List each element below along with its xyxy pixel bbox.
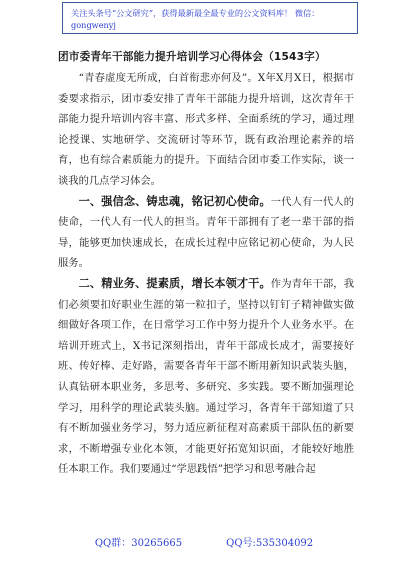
section-heading: 一、强信念、铸忠魂，铭记初心使命。	[78, 194, 271, 208]
paragraph-text: “青春虚度无所成，白首衔悲亦何及”。X年X月X日，根据市委要求指示，团市委安排了青年干部能力提升培训，这次青年干部能力提升培训内容丰富、形式多样、全面系统的学习，通过理论授课、实地研学、交流研讨等环节，既有政治理论素养的培育，也有综合素质能力的提升。下面结合团市委工作实际，谈一谈我的几点学习体会。	[58, 72, 354, 187]
paragraph-text: 一代人有一代人的使命，一代人有一代人的担当。青年干部拥有了老一辈干部的指导，能够更加快速成长，在成长过程中应铭记初心使命，为人民服务。	[58, 195, 354, 270]
footer-qq-number: QQ号:535304092	[226, 538, 314, 549]
paragraph-section-2	[58, 274, 354, 480]
section-heading: 二、精业务、提素质，增长本领才干。	[78, 276, 271, 290]
header-banner	[62, 2, 358, 34]
footer-qq-group: QQ群：30265665	[94, 538, 183, 549]
document-body	[58, 68, 354, 480]
paragraph-intro	[58, 68, 354, 192]
paragraph-section-1	[58, 192, 354, 274]
banner-text: 关注头条号“公文研究”，获得最新最全最专业的公文资料库！ 微信：gongwenyj	[71, 8, 320, 30]
paragraph-text: 作为青年干部，我们必须要扣好职业生涯的第一粒扣子，坚持以钉钉子精神做实做细做好各项工作，在日常学习工作中努力提升个人业务水平。在培训开班式上，X书记深刻指出，青年干部成长成才，需要接好班、传好棒、走好路，需要各青年干部不断用新知识武装头脑，认真钻研本职业务，多思考、多研究、多实践。要不断加强理论学习，用科学的理论武装头脑。通过学习，各青年干部知道了只有不断加强业务学习，努力适应新征程对高素质干部队伍的新要求，不断增强专业化本领，才能更好拓宽知识面，才能较好地胜任本职工作。我们要通过“学思践悟”把学习和思考融合起	[58, 277, 354, 476]
page-footer	[0, 534, 408, 549]
document-title: 团市委青年干部能力提升培训学习心得体会（1543字）	[58, 51, 326, 63]
